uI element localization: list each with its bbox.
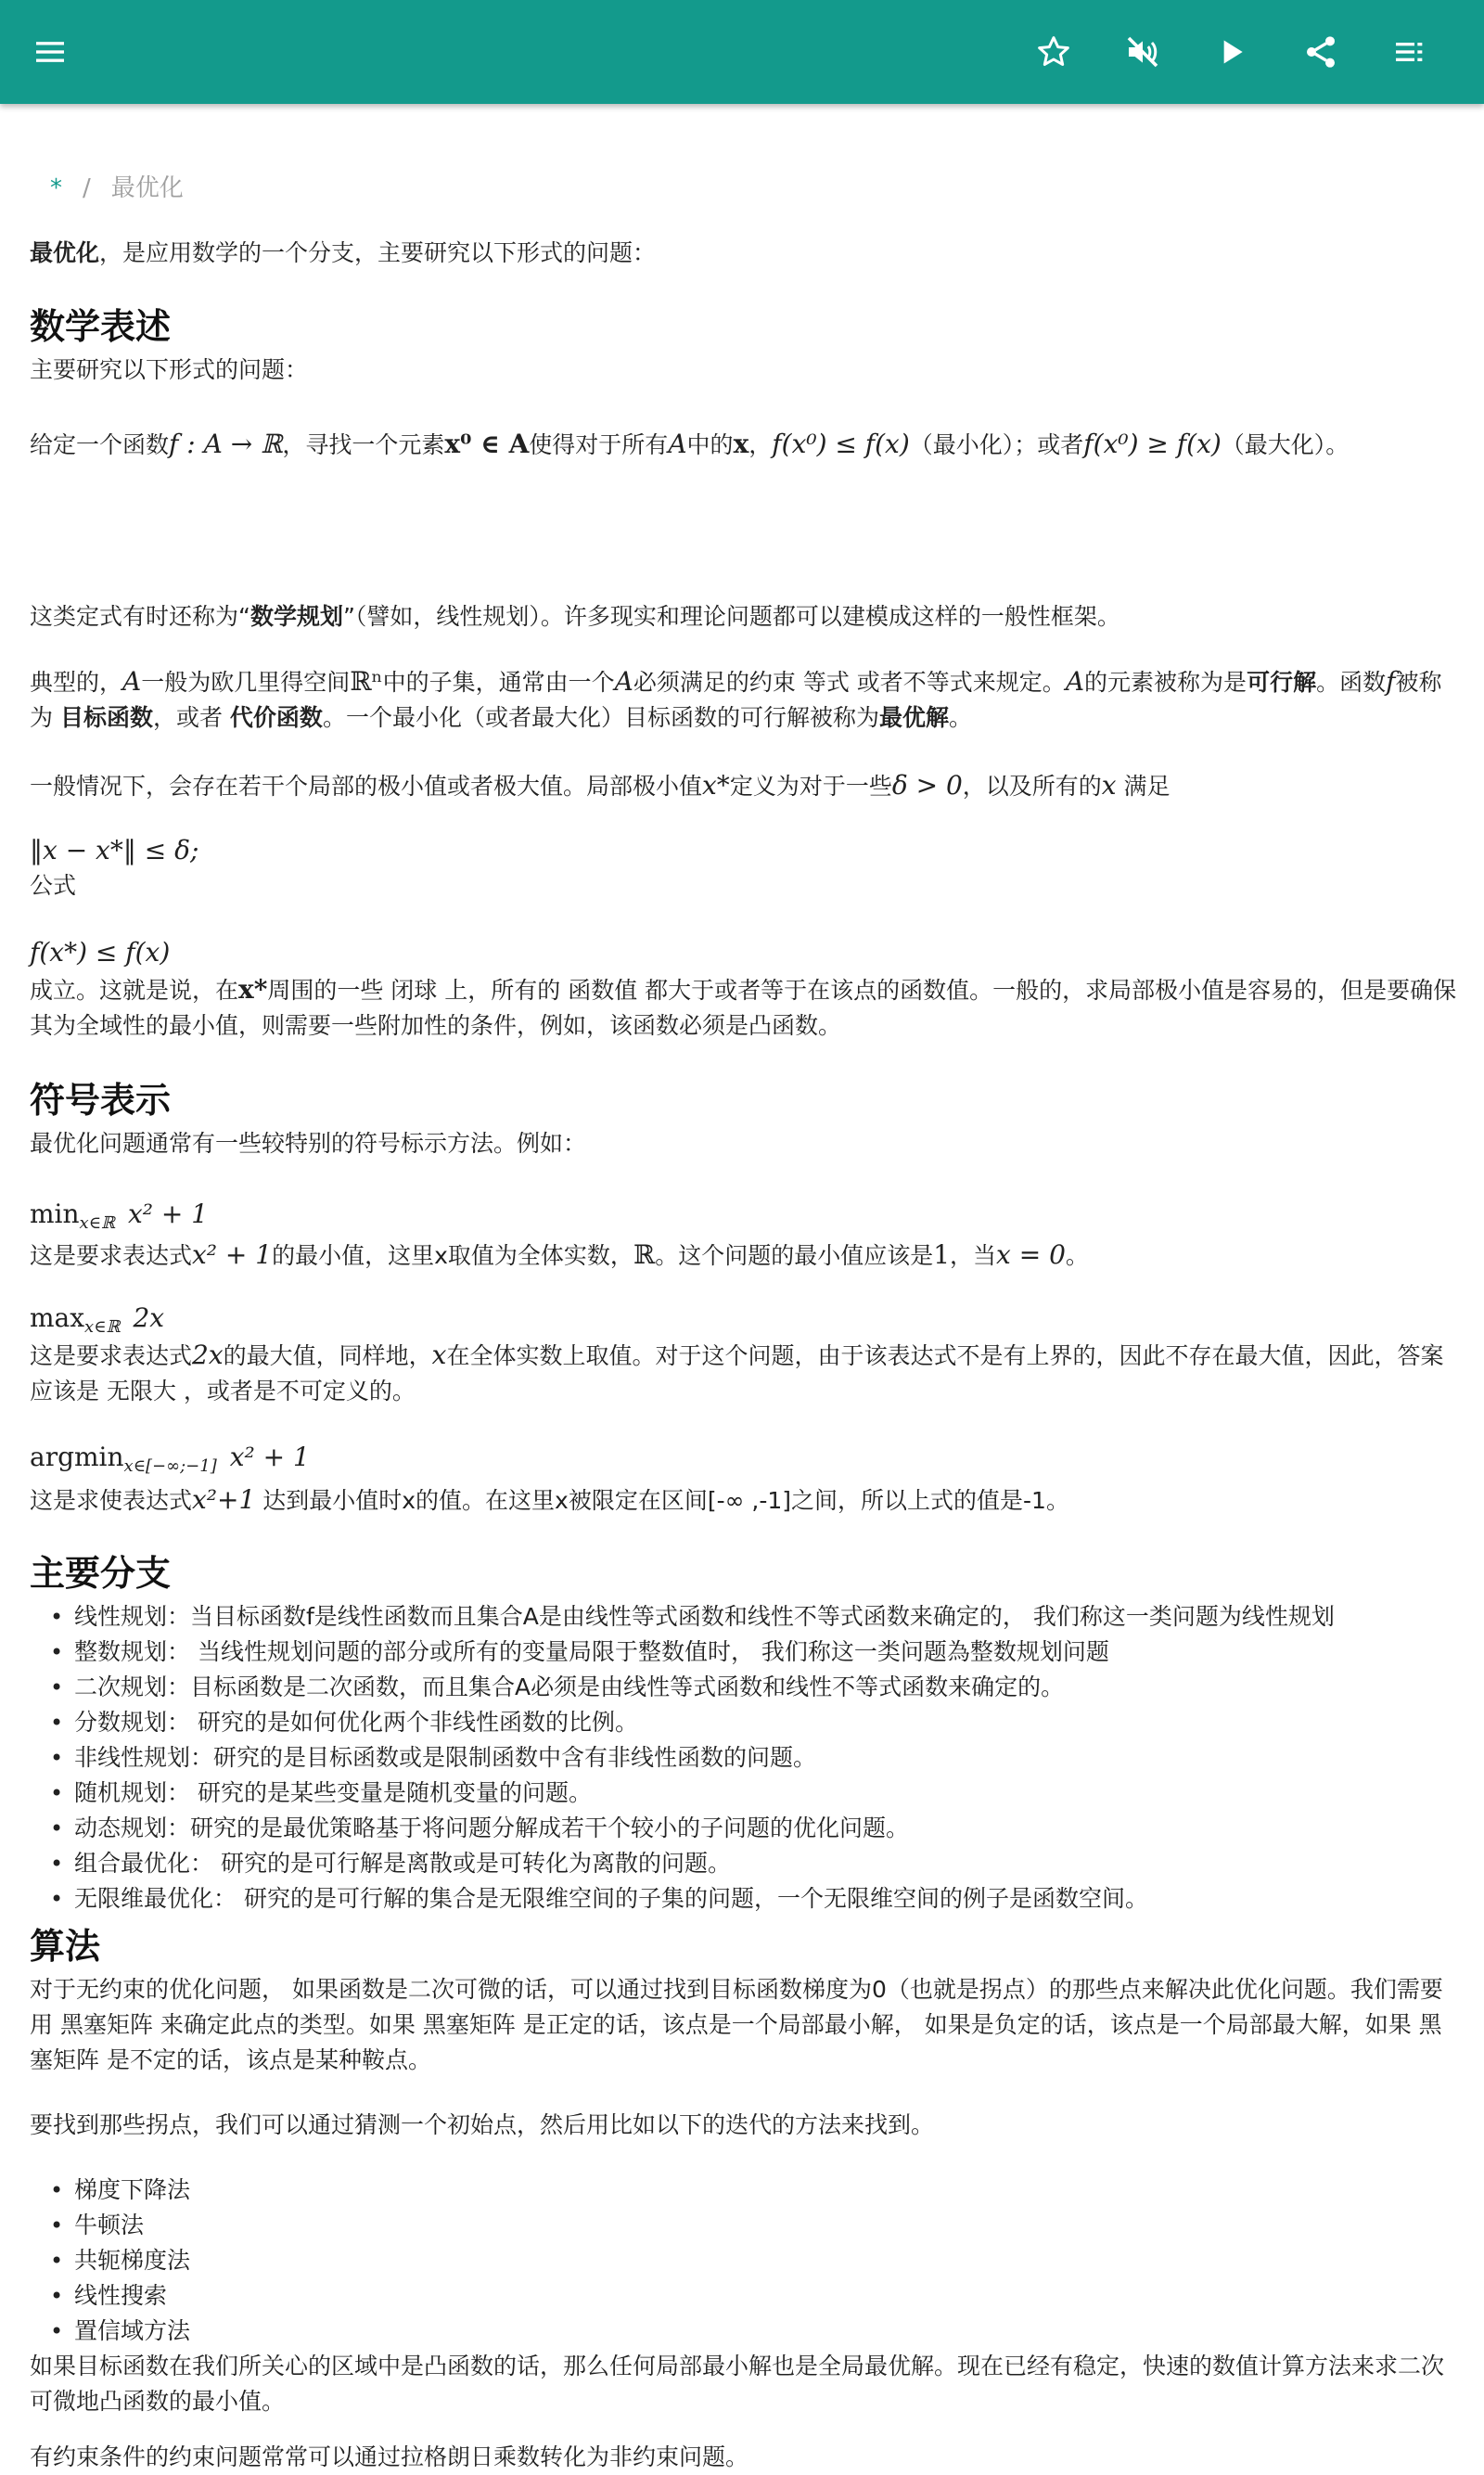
math-expression: x⁰ ∈ A — [444, 429, 530, 459]
math-expression: f : A → ℝ — [169, 429, 283, 459]
list-item: • 随机规划： 研究的是某些变量是随机变量的问题。 — [30, 1776, 1458, 1811]
math-expression: x — [733, 429, 749, 459]
list-item: • 梯度下降法 — [30, 2173, 1458, 2208]
list-item: • 非线性规划：研究的是目标函数或是限制函数中含有非线性函数的问题。 — [30, 1740, 1458, 1776]
paragraph: 典型的，A一般为欧几里得空间ℝⁿ中的子集，通常由一个A必须满足的约束 等式 或者不等式来规定。A的元素被称为是可行解。函数f被称为 目标函数，或者 代价函数。一个最小化（或者最大化）目标函数的可行解被称为最优解。 — [30, 666, 1442, 731]
hamburger-menu-icon[interactable] — [24, 26, 76, 78]
paragraph: 这是求使表达式x²+1 达到最小值时x的值。在这里x被限定在区间[-∞ ,-1]之间，所以上式的值是-1。 — [30, 1484, 1069, 1515]
branch-list — [30, 1599, 1458, 1917]
list-item: • 二次规划：目标函数是二次函数，而且集合A必须是由线性等式函数和线性不等式函数来确定的。 — [30, 1670, 1458, 1705]
bold-term: 最优解 — [878, 704, 949, 731]
definition-paragraph: 给定一个函数f : A → ℝ，寻找一个元素x⁰ ∈ A使得对于所有A中的x，f(x⁰) ≤ f(x)（最小化）；或者f(x⁰) ≥ f(x)（最大化）。 — [30, 429, 1350, 459]
formula: f(x*) ≤ f(x) — [30, 937, 171, 968]
list-item: • 整数规划： 当线性规划问题的部分或所有的变量局限于整数值时， 我们称这一类问题為整数规划问题 — [30, 1635, 1458, 1670]
formula-label: 公式 — [30, 872, 77, 899]
list-item: • 线性搜索 — [30, 2278, 1458, 2314]
math-expression: A — [668, 429, 687, 459]
list-item: • 置信域方法 — [30, 2314, 1458, 2349]
math-expression: f(x⁰) ≥ f(x) — [1083, 429, 1222, 459]
section-heading: 数学表述 — [30, 306, 172, 347]
list-item: • 牛顿法 — [30, 2208, 1458, 2243]
formula: $\max_{x\in ℝ} 2x$ — [30, 1302, 165, 1337]
intro-paragraph — [30, 236, 656, 271]
star-outline-icon[interactable] — [1028, 26, 1080, 78]
paragraph: 如果目标函数在我们所关心的区域中是凸函数的话，那么任何局部最小解也是全局最优解。现在已经有稳定，快速的数值计算方法来求二次可微地凸函数的最小值。 — [30, 2353, 1445, 2415]
paragraph: 最优化问题通常有一些较特别的符号标示方法。例如： — [30, 1130, 587, 1157]
formula: $\min_{x\in ℝ} x^2 + 1$ — [30, 1199, 209, 1233]
paragraph: 一般情况下，会存在若干个局部的极小值或者极大值。局部极小值x*定义为对于一些δ > 0，以及所有的x 满足 — [30, 770, 1171, 801]
math-expression: f(x⁰) ≤ f(x) — [772, 429, 910, 459]
breadcrumb-separator: / — [83, 174, 91, 202]
bold-term: 代价函数 — [229, 704, 323, 731]
breadcrumb-home-link[interactable]: * — [50, 174, 62, 202]
breadcrumb-current: 最优化 — [110, 174, 184, 202]
list-icon[interactable] — [1384, 26, 1436, 78]
paragraph: 这是要求表达式x² + 1的最小值，这里x取值为全体实数，ℝ。这个问题的最小值应该是1，当x = 0。 — [30, 1239, 1089, 1270]
paragraph: 要找到那些拐点，我们可以通过猜测一个初始点，然后用比如以下的迭代的方法来找到。 — [30, 2111, 935, 2138]
section-heading: 符号表示 — [30, 1080, 172, 1121]
section-heading: 算法 — [30, 1926, 101, 1967]
intro-term: 最优化 — [30, 239, 100, 266]
section-heading: 主要分支 — [30, 1553, 172, 1594]
formula: ‖x − x*‖ ≤ δ; — [30, 835, 199, 866]
list-item: • 线性规划：当目标函数f是线性函数而且集合A是由线性等式函数和线性不等式函数来确定的， 我们称这一类问题为线性规划 — [30, 1599, 1458, 1635]
paragraph: 成立。这就是说，在x*周围的一些 闭球 上，所有的 函数值 都大于或者等于在该点的函数值。一般的，求局部极小值是容易的，但是要确保其为全域性的最小值，则需要一些附加性的条件，例如，该函数必须是凸函数。 — [30, 974, 1457, 1039]
list-item: • 动态规划：研究的是最优策略基于将问题分解成若干个较小的子问题的优化问题。 — [30, 1811, 1458, 1846]
list-item: • 无限维最优化： 研究的是可行解的集合是无限维空间的子集的问题，一个无限维空间的例子是函数空间。 — [30, 1881, 1458, 1917]
formula: argmin$_{x\in[-\infty;-1]}$ x² + 1 — [30, 1442, 310, 1476]
bold-term: 可行解 — [1247, 669, 1317, 696]
paragraph: 这是要求表达式2x的最大值，同样地，x在全体实数上取值。对于这个问题，由于该表达式不是有上界的，因此不存在最大值，因此，答案应该是 无限大 ，或者是不可定义的。 — [30, 1340, 1444, 1404]
bold-term: 目标函数 — [59, 704, 153, 731]
app-bar — [0, 0, 1484, 104]
intro-text: ，是应用数学的一个分支，主要研究以下形式的问题： — [99, 239, 657, 266]
list-item: • 分数规划： 研究的是如何优化两个非线性函数的比例。 — [30, 1705, 1458, 1740]
paragraph: 主要研究以下形式的问题： — [30, 356, 309, 383]
volume-off-icon[interactable] — [1117, 26, 1169, 78]
paragraph: 对于无约束的优化问题， 如果函数是二次可微的话，可以通过找到目标函数梯度为0（也就是拐点）的那些点来解决此优化问题。我们需要用 黑塞矩阵 来确定此点的类型。如果 黑塞矩阵 是正定的话，该点是一个局部最小解， 如果是负定的话，该点是一个局部最大解，如果 黑塞矩阵 是不定的话，该点是某种鞍点。 — [30, 1976, 1443, 2073]
paragraph: 这类定式有时还称为“数学规划”（譬如，线性规划）。许多现实和理论问题都可以建模成这样的一般性框架。 — [30, 603, 1120, 630]
list-item: • 共轭梯度法 — [30, 2243, 1458, 2278]
paragraph: 有约束条件的约束问题常常可以通过拉格朗日乘数转化为非约束问题。 — [30, 2443, 749, 2470]
method-list — [30, 2173, 1458, 2349]
list-item: • 组合最优化： 研究的是可行解是离散或是可转化为离散的问题。 — [30, 1846, 1458, 1881]
share-icon[interactable] — [1295, 26, 1347, 78]
bold-term: 数学规划 — [249, 603, 343, 630]
play-icon[interactable] — [1206, 26, 1258, 78]
breadcrumb — [50, 169, 184, 203]
